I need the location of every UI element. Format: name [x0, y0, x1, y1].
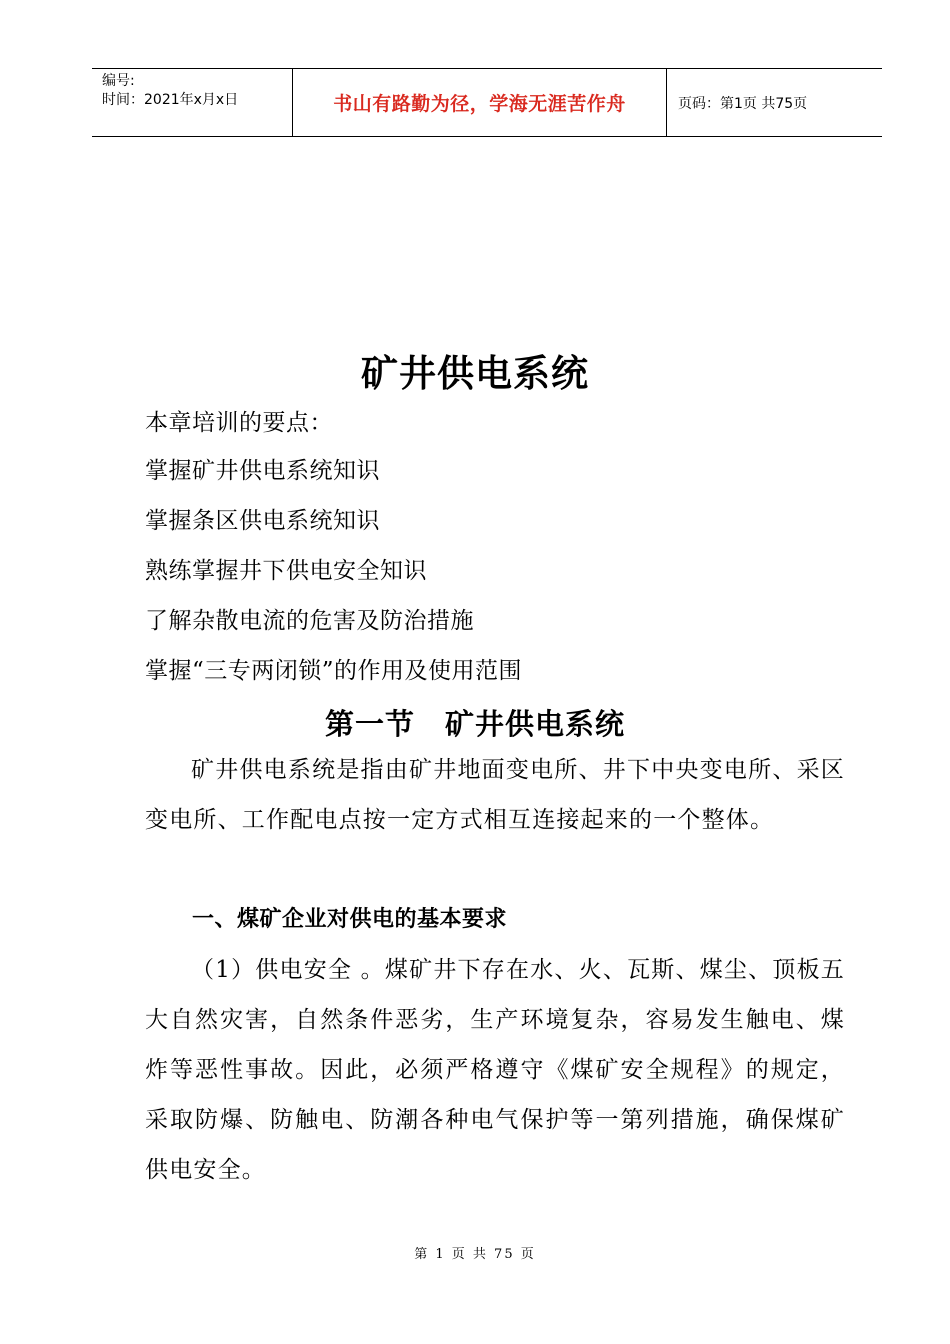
- intro-paragraph: 矿井供电系统是指由矿井地面变电所、井下中央变电所、采区变电所、工作配电点按一定方式相互连接起来的一个整体。: [145, 757, 845, 833]
- time-label: 时间：2021年x月x日: [102, 92, 239, 108]
- section-title: 第一节 矿井供电系统: [324, 707, 625, 741]
- key-point-item: 掌握矿井供电系统知识: [145, 458, 380, 484]
- power-safety-paragraph: （1）供电安全 。煤矿井下存在水、火、瓦斯、煤尘、顶板五大自然灾害，自然条件恶劣，生产环境复杂，容易发生触电、煤炸等恶性事故。因此，必须严格遵守《煤矿安全规程》的规定，采取防爆、防触电、防潮各种电气保护等一第列措施，确保煤矿供电安全。: [145, 957, 845, 1183]
- page-footer: 第 1 页 共 75 页: [414, 1247, 536, 1262]
- key-point-item: 熟练掌握井下供电安全知识: [145, 558, 427, 584]
- document-header: [92, 68, 882, 137]
- header-motto-cell: [293, 69, 667, 136]
- subheading-basic-requirements: 一、煤矿企业对供电的基本要求: [192, 907, 508, 932]
- key-point-item: 了解杂散电流的危害及防治措施: [145, 608, 474, 634]
- key-point-item: 掌握条区供电系统知识: [145, 508, 380, 534]
- header-motto: 书山有路勤为径，学海无涯苦作舟: [333, 93, 626, 115]
- key-point-item: 掌握“三专两闭锁”的作用及使用范围: [145, 658, 523, 684]
- serial-number-label: 编号:: [102, 73, 135, 89]
- header-meta-cell: [92, 69, 293, 136]
- header-page-info: 页码：第1页 共75页: [678, 95, 808, 112]
- key-points-heading: 本章培训的要点：: [145, 410, 333, 436]
- document-title: 矿井供电系统: [361, 352, 589, 395]
- header-page-cell: [667, 69, 882, 136]
